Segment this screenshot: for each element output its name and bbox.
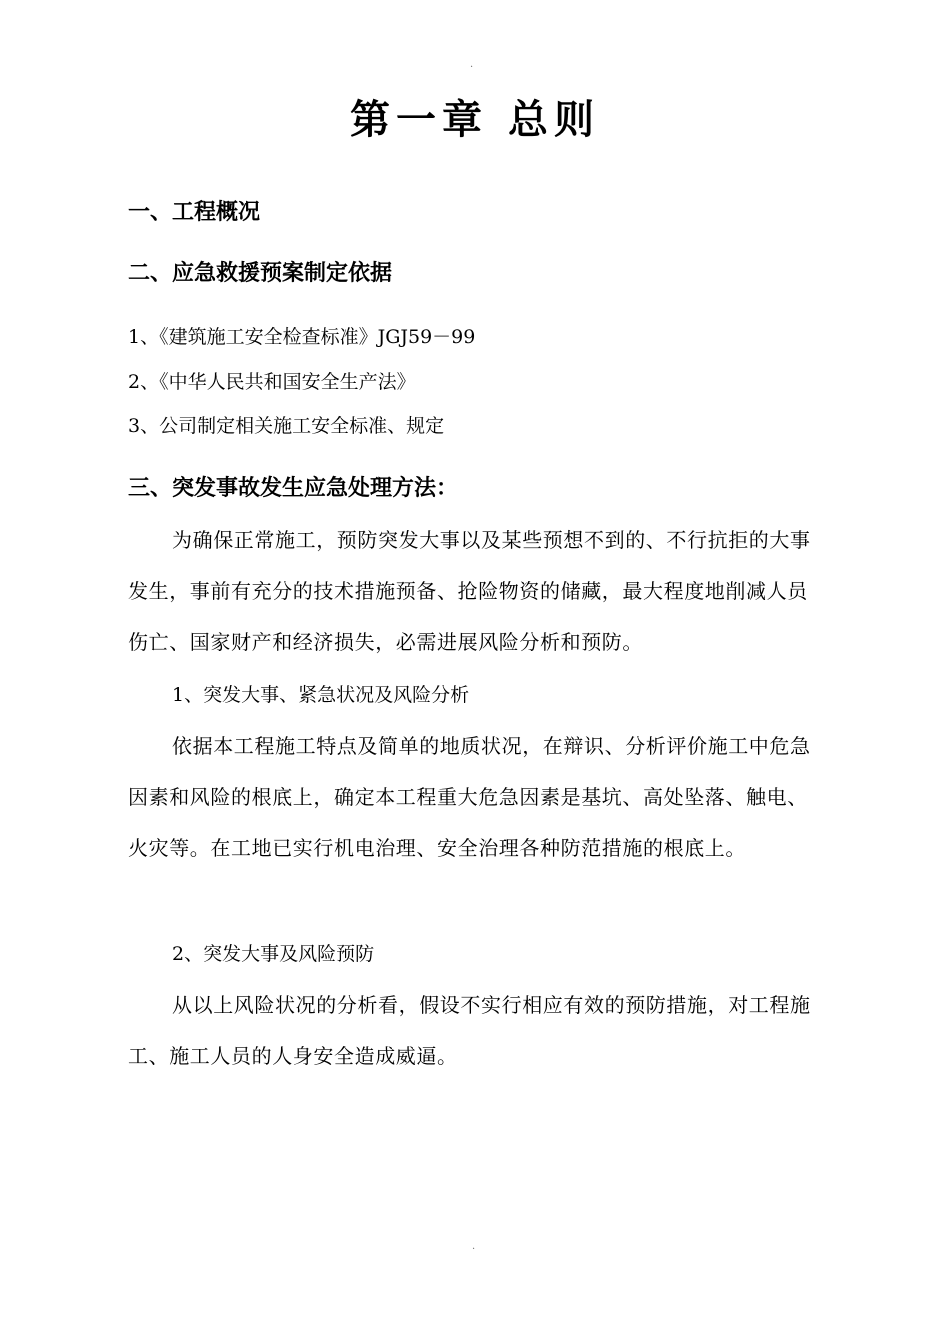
bottom-mark: · [472,1244,476,1255]
basis-list-item: 1、《建筑施工安全检查标准》JGJ59－99 [128,326,476,348]
section-heading-overview: 一、工程概况 [128,200,261,225]
risk-analysis-paragraph: 依据本工程施工特点及简单的地质状况，在辩识、分析评价施工中危急因素和风险的根底上，确定本工程重大危急因素是基坑、高处坠落、触电、火灾等。在工地已实行机电治理、安全治理各种防范措施的根底上。 [128,734,811,860]
basis-list-item: 2、《中华人民共和国安全生产法》 [128,371,416,393]
intro-paragraph: 为确保正常施工，预防突发大事以及某些预想不到的、不行抗拒的大事发生，事前有充分的技术措施预备、抢险物资的储藏，最大程度地削减人员伤亡、国家财产和经济损失，必需进展风险分析和预防。 [128,528,811,654]
top-mark: · [470,62,474,73]
risk-prevention-paragraph: 从以上风险状况的分析看，假设不实行相应有效的预防措施，对工程施工、施工人员的人身安全造成威逼。 [128,993,811,1068]
sub-heading-risk-prevention: 2、突发大事及风险预防 [172,943,375,965]
section-heading-basis: 二、应急救援预案制定依据 [128,261,393,286]
basis-list-item: 3、公司制定相关施工安全标准、规定 [128,415,445,437]
section-heading-emergency: 三、突发事故发生应急处理方法： [128,476,459,501]
chapter-title: 第一章 总则 [350,97,600,143]
sub-heading-risk-analysis: 1、突发大事、紧急状况及风险分析 [172,684,470,706]
